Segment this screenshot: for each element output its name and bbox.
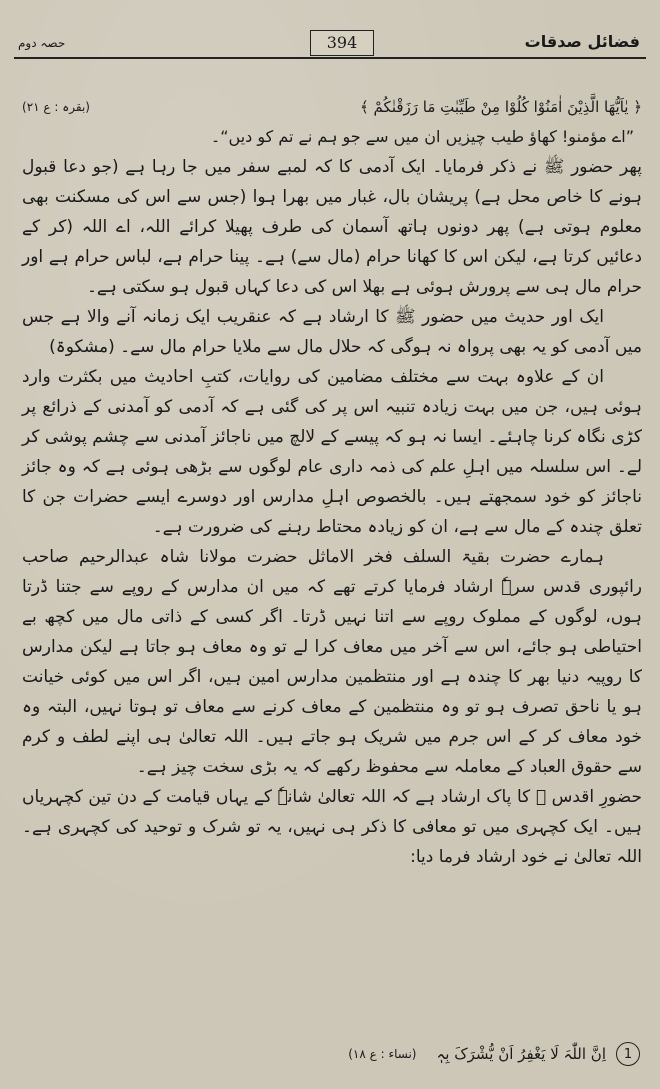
paragraph-5: حضورِ اقدس ﷺ کا پاک ارشاد ہے کہ اللہ تعالیٰ شانہٗ کے یہاں قیامت کے دن تین کچہریاں ہیں۔ ایک کچہری میں تو معافی کا ذکر ہی نہیں، یہ تو شرک و توحید کی کچہری ہے۔ اللہ تعالیٰ نے خود ارشاد فرما دیا: bbox=[22, 787, 642, 867]
paragraph-1: پھر حضور ﷺ نے ذکر فرمایا۔ ایک آدمی کا کہ لمبے سفر میں جا رہا ہے (جو دعا قبول ہونے کا خاص محل ہے) پریشان بال، غبار میں بھرا ہوا (جس سے اس کی مسکنت بھی معلوم ہوتی ہے) پھر دونوں ہاتھ آسمان کی طرف پھیلا کرائے اللہ، اے اللہ (کر کے دعائیں کرتا ہے، لیکن اس کا کھانا حرام (مال سے) ہے۔ پینا حرام ہے، لباس حرام ہے اور حرام مال ہی سے پرورش ہوئی ہے بھلا اس کی دعا کہاں قبول ہو سکتی ہے۔ bbox=[22, 157, 642, 297]
paragraph-3: ان کے علاوہ بہت سے مختلف مضامین کی روایات، کتبِ احادیث میں بکثرت وارد ہوئی ہیں، جن میں بہت زیادہ تنبیہ اس پر کی گئی ہے کہ آدمی کو آمدنی کے ذرائع پر کڑی نگاہ کرنا چاہئے۔ ایسا نہ ہو کہ پیسے کے لالچ میں ناجائز آمدنی سے چشم پوشی کر لے۔ اس سلسلہ میں اہلِ علم کی ذمہ داری عام لوگوں سے بڑھی ہوئی ہے کہ وہ جائز ناجائز کو خود سمجھتے ہیں۔ بالخصوص اہلِ مدارس اور دوسرے ایسے حضرات جن کا تعلق چندہ کے مال سے ہے، ان کو زیادہ محتاط رہنے کی ضرورت ہے۔ bbox=[22, 367, 642, 537]
paragraph-4: ہمارے حضرت بقیۃ السلف فخر الاماثل حضرت مولانا شاہ عبدالرحیم صاحب رائپوری قدس سرہٗ ارشاد فرمایا کرتے تھے کہ میں ان مدارس کے روپے سے جتنا ڈرتا ہوں، لوگوں کے مملوک روپے سے اتنا نہیں ڈرتا۔ اگر کسی کے ذاتی مال میں کچھ بے احتیاطی ہو جائے، اس سے آخر میں معاف کرا لے تو وہ معاف ہو جاتا ہے لیکن مدارس کا روپیہ دنیا بھر کا چندہ ہے اور منتظمین مدارس امین ہیں، اگر اس میں کوئی خیانت ہو یا ناحق تصرف ہو تو وہ منتظمین کے معاف کرنے سے معاف تو ہوتا نہیں، البتہ وہ خود معاف کر کے اس جرم میں شریک ہو جاتے ہیں۔ اللہ تعالیٰ ہی اپنے لطف و کرم سے حقوق العباد کے معاملہ سے محفوظ رکھے کہ یہ بڑی سخت چیز ہے۔ bbox=[22, 547, 642, 777]
header-rule bbox=[14, 57, 646, 59]
footer-verse-text: اِنَّ اللّٰہَ لَا یَغْفِرُ اَنْ یُّشْرَکَ بِہٖ bbox=[436, 1045, 606, 1063]
verse-text: ﴿ یٰاَیُّھَا الَّذِیْنَ اٰمَنُوْا کُلُوْا مِنْ طَیِّبٰتِ مَا رَزَقْنٰکُمْ ﴾ bbox=[360, 98, 642, 116]
quran-verse bbox=[22, 92, 642, 122]
verse-translation: ”اے مؤمنو! کھاؤ طیب چیزیں ان میں سے جو ہم نے تم کو دیں“۔ bbox=[210, 127, 634, 146]
page-number: 394 bbox=[310, 30, 374, 56]
paragraph-2: ایک اور حدیث میں حضور ﷺ کا ارشاد ہے کہ عنقریب ایک زمانہ آنے والا ہے جس میں آدمی کو یہ بھی پرواہ نہ ہوگی کہ حلال مال سے ملایا حرام مال سے۔ (مشکوۃ) bbox=[22, 307, 642, 357]
verse-number: 1 bbox=[616, 1042, 640, 1066]
footer-verse bbox=[250, 1042, 640, 1066]
part-label: حصہ دوم bbox=[18, 36, 66, 50]
book-title: فضائل صدقات bbox=[524, 32, 640, 51]
page-header bbox=[14, 30, 646, 64]
verse-reference: (بقرہ : ع ۲۱) bbox=[22, 100, 90, 114]
page-body bbox=[22, 92, 642, 872]
footer-verse-reference: (نساء : ع ۱۸) bbox=[348, 1047, 417, 1061]
